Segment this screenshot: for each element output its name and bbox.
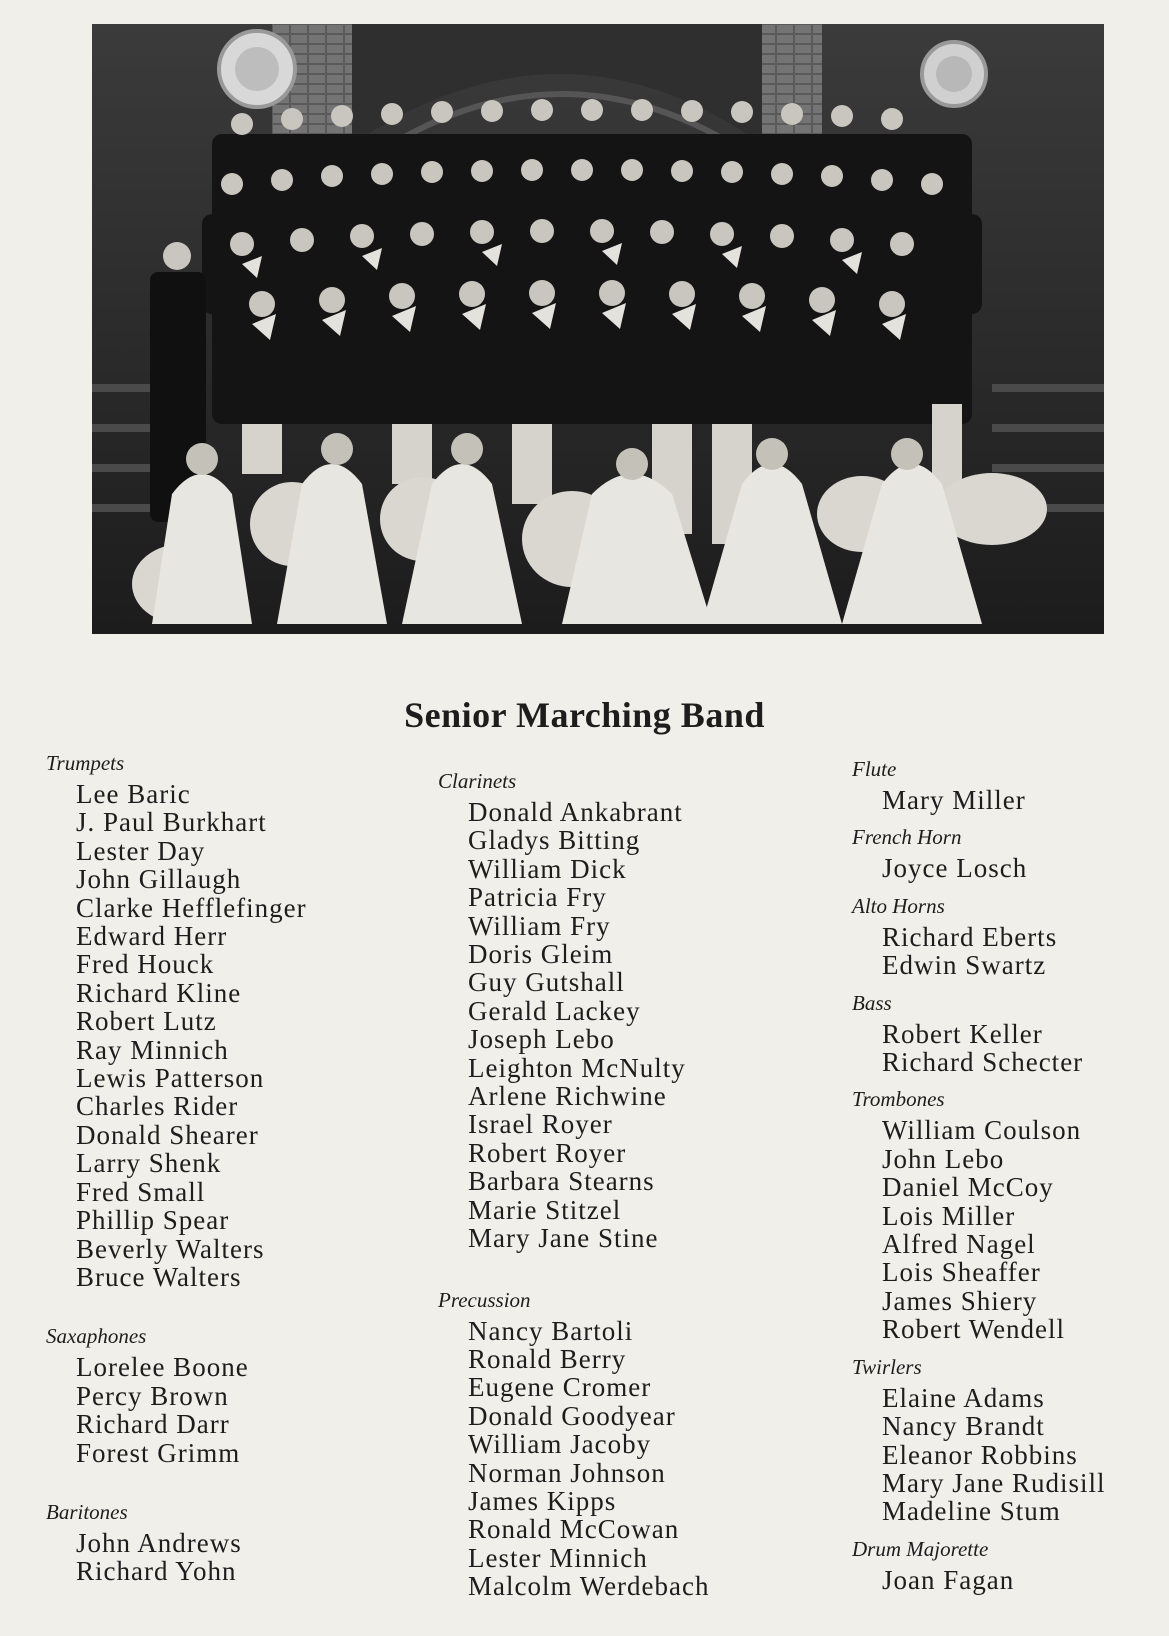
list-item: Charles Rider: [76, 1091, 239, 1122]
list-item: Richard Darr: [76, 1409, 230, 1440]
list-item: Joyce Losch: [882, 853, 1028, 884]
list-item: Israel Royer: [468, 1109, 613, 1140]
section-heading: Clarinets: [438, 769, 517, 793]
list-item: Richard Schecter: [882, 1047, 1084, 1078]
list-item: Mary Miller: [882, 785, 1026, 815]
list-item: Elaine Adams: [882, 1382, 1045, 1413]
list-item: Alfred Nagel: [882, 1229, 1036, 1260]
list-item: Nancy Brandt: [882, 1411, 1045, 1442]
section-trumpets: [46, 750, 307, 1291]
list-item: Edwin Swartz: [882, 950, 1047, 981]
list-item: Fred Houck: [76, 949, 215, 980]
section-drum-majorette: [852, 1536, 1105, 1594]
list-item: William Dick: [468, 853, 627, 884]
list-item: James Kipps: [468, 1485, 617, 1516]
section-saxaphones: [46, 1323, 307, 1467]
section-twirlers: [852, 1354, 1105, 1526]
list-item: Donald Goodyear: [468, 1400, 676, 1431]
name-list: [852, 923, 1105, 980]
list-item: Beverly Walters: [76, 1233, 265, 1264]
list-item: Lester Minnich: [468, 1542, 648, 1573]
column-left: [46, 750, 307, 1586]
name-list: [46, 780, 307, 1291]
list-item: William Coulson: [882, 1115, 1082, 1146]
photo-illustration: [92, 24, 1104, 634]
list-item: Lee Baric: [76, 779, 191, 809]
list-item: Ronald Berry: [468, 1343, 627, 1374]
list-item: Bruce Walters: [76, 1261, 242, 1292]
section-heading: Bass: [852, 990, 892, 1015]
section-heading: Trumpets: [46, 751, 125, 775]
list-item: John Gillaugh: [76, 864, 242, 895]
list-item: Gerald Lackey: [468, 995, 641, 1026]
list-item: Ray Minnich: [76, 1034, 229, 1065]
name-list: [438, 1317, 710, 1601]
list-item: Forest Grimm: [76, 1437, 241, 1468]
list-item: Clarke Hefflefinger: [76, 892, 307, 923]
section-heading: Drum Majorette: [852, 1536, 989, 1561]
list-item: Patricia Fry: [468, 882, 607, 913]
list-item: J. Paul Burkhart: [76, 807, 267, 838]
list-item: Arlene Richwine: [468, 1081, 667, 1112]
list-item: Robert Keller: [882, 1018, 1043, 1049]
section-heading: Trombones: [852, 1087, 945, 1112]
list-item: Barbara Stearns: [468, 1166, 655, 1197]
name-list: [852, 854, 1105, 882]
list-item: Donald Shearer: [76, 1119, 259, 1150]
section-heading: Saxaphones: [46, 1324, 147, 1349]
list-item: John Andrews: [76, 1527, 242, 1558]
band-group-photo: [92, 24, 1104, 634]
list-item: Joan Fagan: [882, 1564, 1015, 1595]
name-list: [852, 1116, 1105, 1343]
list-item: Richard Eberts: [882, 921, 1058, 952]
list-item: Richard Yohn: [76, 1556, 237, 1587]
list-item: Mary Jane Stine: [468, 1223, 659, 1254]
list-item: Larry Shenk: [76, 1148, 222, 1179]
list-item: Robert Lutz: [76, 1006, 217, 1037]
list-item: Eleanor Robbins: [882, 1439, 1078, 1470]
list-item: Robert Wendell: [882, 1314, 1066, 1345]
section-bass: [852, 990, 1105, 1077]
list-item: Phillip Spear: [76, 1205, 230, 1236]
list-item: John Lebo: [882, 1143, 1005, 1174]
list-item: Norman Johnson: [468, 1457, 666, 1488]
column-middle: [438, 768, 710, 1601]
name-list: [438, 798, 710, 1253]
list-item: Nancy Bartoli: [468, 1315, 634, 1346]
section-heading: Baritones: [46, 1499, 128, 1524]
section-baritones: [46, 1499, 307, 1586]
list-item: Leighton McNulty: [468, 1052, 686, 1083]
list-item: Lewis Patterson: [76, 1063, 265, 1094]
name-list: [852, 786, 1105, 814]
list-item: Marie Stitzel: [468, 1194, 622, 1225]
list-item: Guy Gutshall: [468, 967, 625, 998]
list-item: Gladys Bitting: [468, 825, 641, 856]
name-list: [46, 1353, 307, 1467]
list-item: Lois Sheaffer: [882, 1257, 1041, 1288]
list-item: Lester Day: [76, 835, 206, 866]
section-precussion: [438, 1287, 710, 1601]
list-item: Fred Small: [76, 1176, 206, 1207]
section-flute: [852, 756, 1105, 814]
section-heading: French Horn: [852, 825, 962, 850]
list-item: Doris Gleim: [468, 939, 614, 970]
list-item: Donald Ankabrant: [468, 797, 683, 827]
section-french-horn: [852, 824, 1105, 882]
list-item: Joseph Lebo: [468, 1024, 615, 1055]
list-item: Percy Brown: [76, 1380, 229, 1411]
section-heading: Twirlers: [852, 1354, 922, 1379]
name-list: [852, 1566, 1105, 1594]
name-list: [852, 1020, 1105, 1077]
list-item: Ronald McCowan: [468, 1514, 680, 1545]
list-item: Edward Herr: [76, 921, 228, 952]
list-item: Madeline Stum: [882, 1496, 1061, 1527]
list-item: Lorelee Boone: [76, 1352, 249, 1383]
list-item: Eugene Cromer: [468, 1372, 652, 1403]
list-item: William Jacoby: [468, 1429, 652, 1460]
list-item: Malcolm Werdebach: [468, 1571, 710, 1602]
list-item: William Fry: [468, 910, 611, 941]
list-item: Mary Jane Rudisill: [882, 1467, 1106, 1498]
section-clarinets: [438, 768, 710, 1253]
column-right: [852, 756, 1105, 1594]
list-item: Richard Kline: [76, 977, 242, 1008]
list-item: James Shiery: [882, 1285, 1038, 1316]
section-heading: Precussion: [438, 1287, 531, 1312]
section-alto-horns: [852, 893, 1105, 980]
section-trombones: [852, 1086, 1105, 1343]
list-item: Daniel McCoy: [882, 1172, 1054, 1203]
name-list: [46, 1529, 307, 1586]
page-title: Senior Marching Band: [404, 695, 765, 735]
list-item: Lois Miller: [882, 1200, 1016, 1231]
list-item: Robert Royer: [468, 1137, 627, 1168]
section-heading: Flute: [852, 757, 897, 781]
section-heading: Alto Horns: [852, 893, 945, 918]
name-list: [852, 1384, 1105, 1526]
